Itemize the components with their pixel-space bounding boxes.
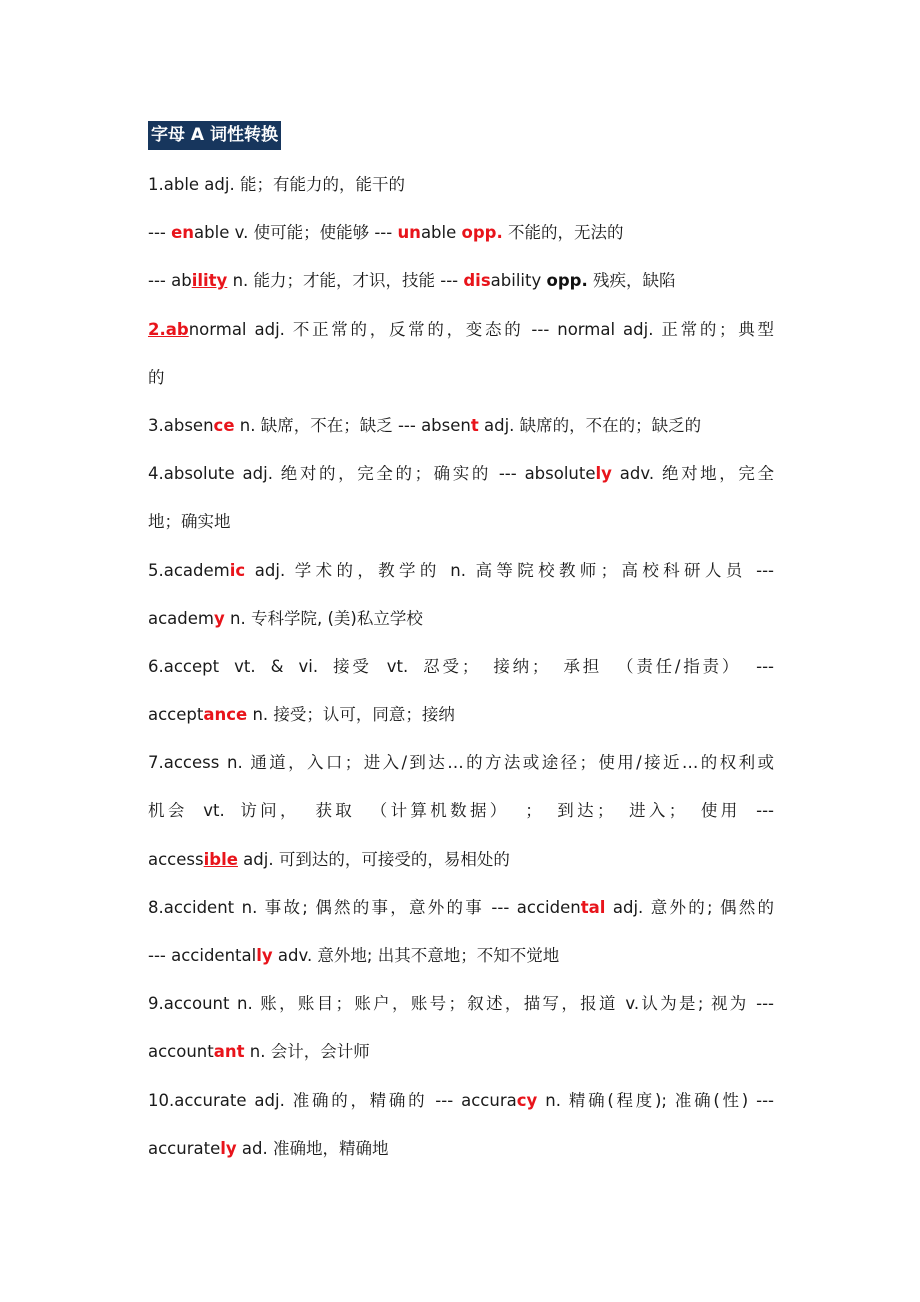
vocab-line-16 [148,884,774,932]
vocab-line-11 [148,643,774,691]
vocab-line-4 [148,306,774,354]
line-text: 的 [148,367,165,387]
line-text: --- accidental [148,946,257,965]
line-text: n. 精确(程度); 准确(性) --- [537,1090,774,1110]
line-text: adj. 学术的，教学的 n. 高等院校教师；高校科研人员 --- [245,560,774,580]
vocab-line-1 [148,161,774,209]
vocab-line-9 [148,547,774,595]
line-text: 1.able adj. 能；有能力的，能干的 [148,175,405,194]
highlight-suffix: 2.ab [148,319,189,339]
line-text: adv. 意外地; 出其不意地；不知不觉地 [272,946,560,965]
line-text: n. 接受；认可，同意；接纳 [247,705,455,725]
line-text: --- [148,223,172,243]
line-text: 地；确实地 [148,512,231,532]
vocab-line-10 [148,595,774,643]
line-text: 不能的，无法的 [502,223,624,243]
line-text: adj. 可到达的，可接受的，易相处的 [237,849,510,869]
vocab-line-18 [148,980,774,1028]
line-text: 10.accurate adj. 准确的，精确的 --- accura [148,1090,517,1110]
highlight-suffix: y [214,608,225,628]
line-text: 5.academ [148,560,230,580]
highlight-suffix: ible [203,849,238,869]
vocab-line-3 [148,257,774,305]
highlight-suffix: un [397,223,421,243]
line-text: accept [148,705,204,725]
vocab-line-19 [148,1028,774,1076]
line-text: n. 缺席，不在；缺乏 --- absen [234,415,471,435]
line-text: ability [490,271,547,291]
vocab-line-12 [148,691,774,739]
line-text: academ [148,608,214,628]
line-text: 3.absen [148,415,214,435]
vocab-line-21 [148,1125,774,1173]
vocab-line-8 [148,498,774,546]
line-text: accurate [148,1138,221,1158]
vocab-list [148,161,774,1173]
highlight-suffix: ant [213,1042,245,1062]
vocab-line-7 [148,450,774,498]
vocab-line-6 [148,402,774,450]
line-text: 8.accident n. 事故; 偶然的事，意外的事 --- acciden [148,897,581,917]
line-text: 9.account n. 账，账目；账户，账号；叙述，描写，报道 v.认为是; 视为 --- [148,994,774,1014]
highlight-suffix: ly [256,946,273,965]
highlight-suffix: opp. [461,223,503,243]
line-text: able [420,223,462,243]
highlight-suffix: en [171,223,195,243]
line-text: n. 能力；才能，才识，技能 --- [227,271,464,291]
line-text: 6.accept vt. & vi. 接受 vt. 忍受； 接纳； 承担 （责任/指责） --- [148,656,774,676]
vocab-line-17 [148,932,774,980]
vocab-line-20 [148,1077,774,1125]
line-text: n. 专科学院, (美)私立学校 [224,608,423,628]
vocab-line-5 [148,354,774,402]
line-text: access [148,849,204,869]
section-title: 字母 A 词性转换 [148,121,281,150]
highlight-suffix: ance [203,705,248,725]
bold-label: opp. [546,271,588,291]
highlight-suffix: ly [595,464,612,484]
line-text: ad. 准确地，精确地 [236,1138,389,1158]
line-text: account [148,1042,214,1062]
highlight-suffix: cy [516,1090,538,1110]
line-text: able v. 使可能；使能够 --- [194,223,398,243]
line-text: --- ab [148,271,192,291]
highlight-suffix: ce [213,415,235,435]
line-text: adj. 意外的; 偶然的 [605,897,774,917]
vocab-line-14 [148,787,774,835]
line-text: normal adj. 不正常的，反常的，变态的 --- normal adj. 正常的；典型 [188,319,774,339]
line-text: 7.access n. 通道，入口；进入/到达…的方法或途径；使用/接近…的权利或 [148,753,774,773]
line-text: adj. 缺席的，不在的；缺乏的 [478,415,702,435]
highlight-suffix: ic [229,560,246,580]
highlight-suffix: tal [580,897,606,917]
line-text: adv. 绝对地，完全 [611,464,775,484]
highlight-suffix: ility [191,271,228,291]
line-text: 机会 vt. 访问， 获取 （计算机数据） ； 到达； 进入； 使用 --- [148,801,774,821]
highlight-suffix: ly [220,1138,237,1158]
vocab-line-2 [148,209,774,257]
vocab-line-13 [148,739,774,787]
line-text: 4.absolute adj. 绝对的，完全的；确实的 --- absolute [148,464,596,484]
highlight-suffix: t [470,415,479,435]
highlight-suffix: dis [463,271,491,291]
vocab-line-15 [148,836,774,884]
line-text: 残疾，缺陷 [587,271,676,291]
line-text: n. 会计，会计师 [244,1042,370,1062]
